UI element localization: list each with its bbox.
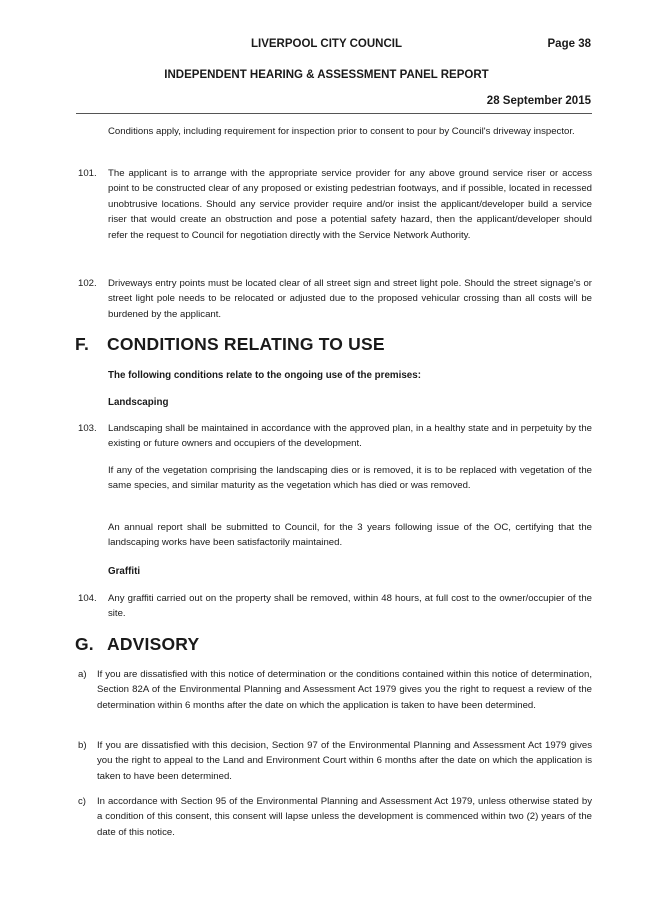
condition-103-paragraph-1: Landscaping shall be maintained in accordance with the approved plan, in a healthy state and in perpetuity by the existing or future owners and occupiers of the development. <box>108 423 592 450</box>
condition-101-text: The applicant is to arrange with the appropriate service provider for any above ground service riser or access point to be constructed clear of any proposed or existing pedestrian footways, and if possible, located in recessed unobtrusive locations. Should any service provider require and/or insist the applicant/developer build a service riser that would create an obstruction and pose a potential safety hazard, then the applicant/developer should refer the request to Council for negotiation directly with the Service Network Authority. <box>108 168 592 241</box>
advisory-b-text: If you are dissatisfied with this decision, Section 97 of the Environmental Planning and Assessment Act 1979 gives you the right to appeal to the Land and Environment Court within 6 months after the date on which the application is taken to have been determined. <box>97 740 592 782</box>
condition-103-paragraph-2: If any of the vegetation comprising the landscaping dies or is removed, it is to be replaced with vegetation of the same species, and similar maturity as the vegetation which has died or was removed. <box>108 465 592 492</box>
header-date: 28 September 2015 <box>486 95 591 107</box>
condition-102-text: Driveways entry points must be located clear of all street sign and street light pole. Should the street signage's or street light pole needs to be relocated or adjusted due to the proposed vehicular crossing than all costs will be burdened by the applicant. <box>108 278 592 320</box>
intro-paragraph: Conditions apply, including requirement for inspection prior to consent to pour by Council's driveway inspector. <box>108 126 575 137</box>
advisory-a-text: If you are dissatisfied with this notice of determination or the conditions contained within this notice of determination, Section 82A of the Environmental Planning and Assessment Act 1979 gives you the right to request a review of the determination within 6 months after the date on which the application is taken to have been determined. <box>97 669 592 711</box>
section-f-title: CONDITIONS RELATING TO USE <box>107 334 385 354</box>
landscaping-heading: Landscaping <box>108 397 169 408</box>
header-page-number: Page 38 <box>547 38 591 50</box>
header-report-title: INDEPENDENT HEARING & ASSESSMENT PANEL REPORT <box>164 69 489 81</box>
section-g-heading <box>75 634 199 655</box>
condition-101-number: 101. <box>78 168 97 179</box>
section-f-heading <box>75 334 385 355</box>
graffiti-heading: Graffiti <box>108 566 141 577</box>
section-g-letter: G. <box>75 634 94 654</box>
condition-103-number: 103. <box>78 423 97 434</box>
advisory-c-text: In accordance with Section 95 of the Environmental Planning and Assessment Act 1979, unless otherwise stated by a condition of this consent, this consent will lapse unless the development is commenced within two (2) years of the date of this notice. <box>97 796 592 838</box>
advisory-a-label: a) <box>78 669 87 680</box>
condition-104-text: Any graffiti carried out on the property shall be removed, within 48 hours, at full cost to the owner/occupier of the site. <box>108 593 592 620</box>
header-council-name: LIVERPOOL CITY COUNCIL <box>250 38 402 50</box>
condition-104-number: 104. <box>78 593 97 604</box>
header-divider <box>76 113 592 114</box>
condition-102-number: 102. <box>78 278 97 289</box>
section-f-letter: F. <box>75 334 90 354</box>
condition-103-paragraph-3: An annual report shall be submitted to Council, for the 3 years following issue of the OC, certifying that the landscaping works have been satisfactorily maintained. <box>108 522 592 549</box>
advisory-c-label: c) <box>78 796 86 807</box>
section-g-title: ADVISORY <box>107 634 200 654</box>
section-f-lead: The following conditions relate to the ongoing use of the premises: <box>108 370 421 381</box>
advisory-b-label: b) <box>78 740 87 751</box>
